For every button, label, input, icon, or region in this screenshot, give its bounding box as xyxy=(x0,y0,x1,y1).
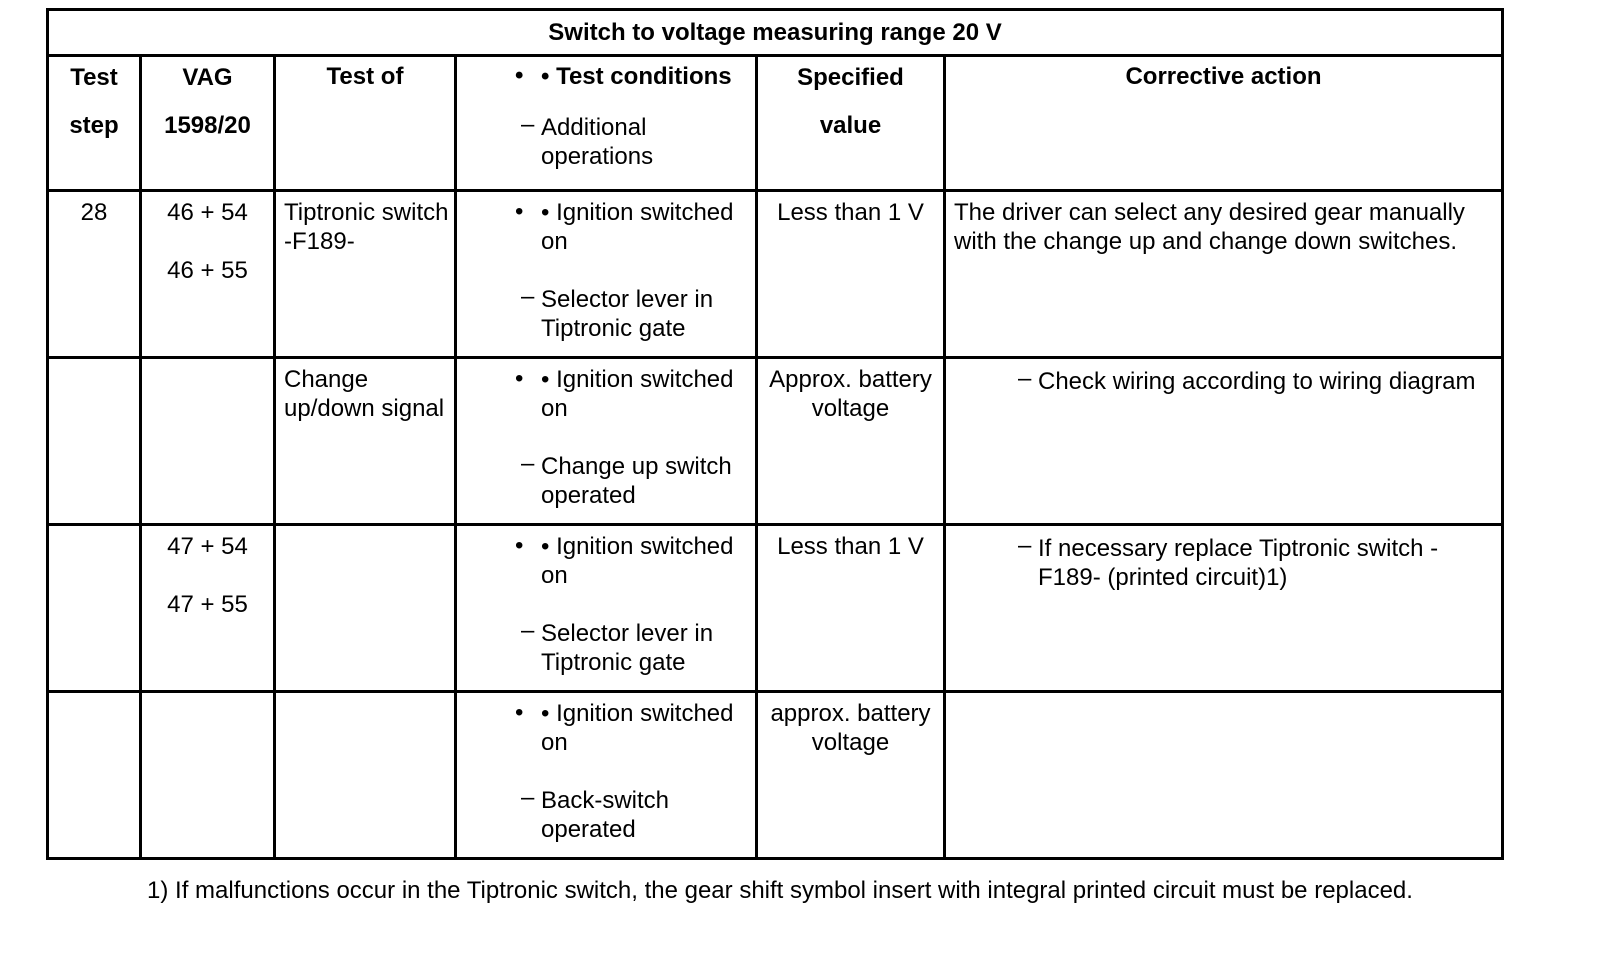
cell-test-of: Tiptronic switch -F189- xyxy=(275,191,456,358)
vag-value: 47 + 54 xyxy=(167,533,248,560)
condition-dash xyxy=(457,285,755,343)
action-dash-text: Check wiring according to wiring diagram xyxy=(1038,368,1476,395)
cell-corrective-action xyxy=(945,692,1503,859)
header-vag-line-2: 1598/20 xyxy=(164,112,251,139)
dash-icon: – xyxy=(1018,365,1032,392)
condition-dash-text: Selector lever in Tiptronic gate xyxy=(541,286,714,342)
table-title: Switch to voltage measuring range 20 V xyxy=(48,10,1503,56)
vag-value: 46 + 54 xyxy=(167,199,248,226)
dash-icon: – xyxy=(521,283,535,310)
dash-icon: – xyxy=(521,784,535,811)
dash-icon: – xyxy=(521,450,535,477)
cell-specified-value: Less than 1 V xyxy=(757,191,945,358)
cell-conditions xyxy=(456,191,757,358)
table-header-row xyxy=(48,56,1503,191)
condition-bullet xyxy=(457,365,755,423)
header-condition-bullet xyxy=(457,62,755,91)
bullet-icon: • xyxy=(515,699,524,726)
cell-test-of xyxy=(275,525,456,692)
header-corrective-action: Corrective action xyxy=(945,56,1503,191)
header-vag xyxy=(141,56,275,191)
header-specified-value xyxy=(757,56,945,191)
dash-icon: – xyxy=(521,111,535,138)
condition-bullet-text: • Ignition switched on xyxy=(541,700,734,756)
cell-test-step: 28 xyxy=(48,191,141,358)
cell-corrective-action: The driver can select any desired gear manually with the change up and change down switches. xyxy=(945,191,1503,358)
cell-vag xyxy=(141,525,275,692)
header-conditions xyxy=(456,56,757,191)
bullet-icon: • xyxy=(515,532,524,559)
cell-test-step xyxy=(48,358,141,525)
header-test-step xyxy=(48,56,141,191)
cell-vag xyxy=(141,191,275,358)
footnote: 1) If malfunctions occur in the Tiptronic switch, the gear shift symbol insert with integral printed circuit must be replaced. xyxy=(147,877,1413,904)
header-test-step-line-2: step xyxy=(69,112,119,139)
bullet-icon: • xyxy=(515,198,524,225)
cell-corrective-action xyxy=(945,525,1503,692)
cell-test-step xyxy=(48,692,141,859)
header-specified-line-2: value xyxy=(819,112,882,139)
cell-test-of: Change up/down signal xyxy=(275,358,456,525)
condition-dash-text: Selector lever in Tiptronic gate xyxy=(541,620,714,676)
header-specified-line-1: Specified xyxy=(797,64,904,91)
vag-value: 47 + 55 xyxy=(167,591,248,618)
table-row xyxy=(48,525,1503,692)
cell-vag xyxy=(141,692,275,859)
table-row xyxy=(48,191,1503,358)
condition-dash-text: Change up switch operated xyxy=(541,453,732,509)
cell-corrective-action xyxy=(945,358,1503,525)
table-row xyxy=(48,358,1503,525)
header-test-of: Test of xyxy=(275,56,456,191)
header-vag-line-1: VAG xyxy=(182,64,233,91)
header-test-step-line-1: Test xyxy=(70,64,118,91)
header-condition-bullet-text: • Test conditions xyxy=(541,63,732,90)
cell-specified-value: Approx. battery voltage xyxy=(757,358,945,525)
cell-conditions xyxy=(456,692,757,859)
action-dash-item xyxy=(954,367,1493,396)
dash-icon: – xyxy=(521,617,535,644)
condition-dash xyxy=(457,452,755,510)
bullet-icon: • xyxy=(515,62,524,89)
dash-icon: – xyxy=(1018,532,1032,559)
condition-dash xyxy=(457,619,755,677)
cell-test-step xyxy=(48,525,141,692)
vag-value: 46 + 55 xyxy=(167,257,248,284)
condition-bullet-text: • Ignition switched on xyxy=(541,533,734,589)
test-table xyxy=(46,8,1504,860)
cell-conditions xyxy=(456,525,757,692)
action-dash-item xyxy=(954,534,1493,592)
condition-bullet-text: • Ignition switched on xyxy=(541,366,734,422)
cell-conditions xyxy=(456,358,757,525)
cell-specified-value: approx. battery voltage xyxy=(757,692,945,859)
condition-bullet-text: • Ignition switched on xyxy=(541,199,734,255)
condition-dash xyxy=(457,786,755,844)
header-condition-dash xyxy=(457,113,755,171)
condition-bullet xyxy=(457,532,755,590)
condition-bullet xyxy=(457,699,755,757)
cell-test-of xyxy=(275,692,456,859)
header-condition-dash-text: Additional operations xyxy=(541,114,654,170)
condition-dash-text: Back-switch operated xyxy=(541,787,670,843)
action-dash-text: If necessary replace Tiptronic switch -F189- (printed circuit)1) xyxy=(1038,535,1439,591)
cell-vag xyxy=(141,358,275,525)
bullet-icon: • xyxy=(515,365,524,392)
table-title-row xyxy=(48,10,1503,56)
table-row xyxy=(48,692,1503,859)
condition-bullet xyxy=(457,198,755,256)
cell-specified-value: Less than 1 V xyxy=(757,525,945,692)
